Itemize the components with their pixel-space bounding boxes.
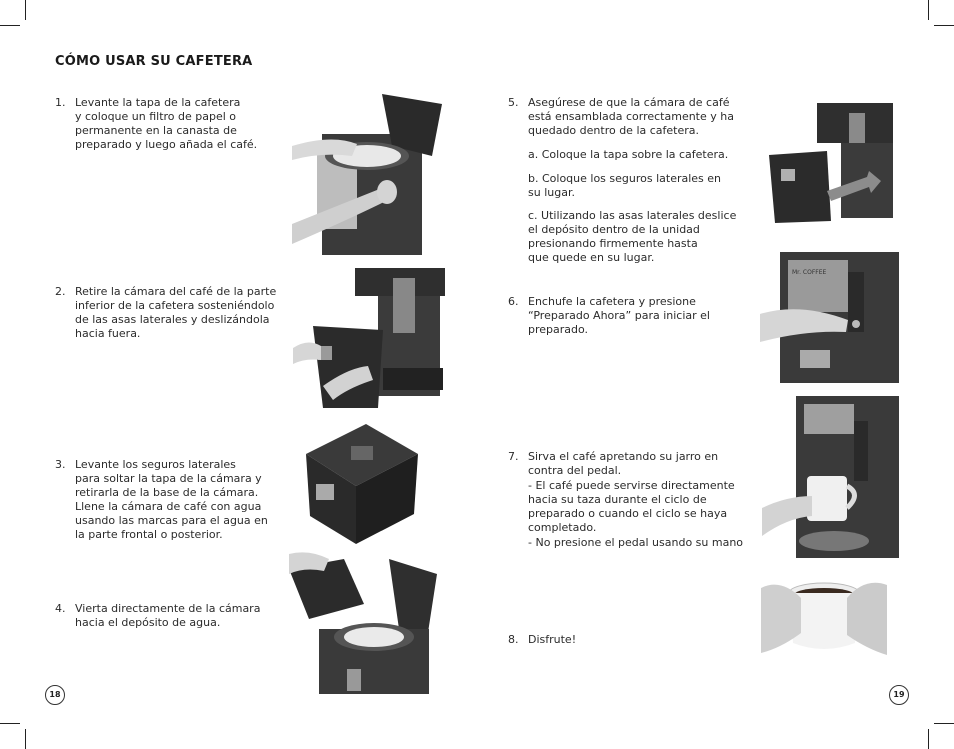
step-7-sub-1: - El café puede servirse directamente hacia su taza durante el ciclo de preparado o cuando el ciclo se haya completado.: [528, 479, 735, 534]
photo-step-7: [762, 396, 899, 558]
photo-step-5: [769, 103, 895, 228]
step-5-sub-a: a. Coloque la tapa sobre la cafetera.: [528, 148, 729, 161]
crop-mark: [0, 25, 20, 26]
step-number: 3.: [55, 458, 66, 471]
photo-step-3: [296, 424, 420, 544]
page-number-left: 18: [45, 685, 65, 705]
step-text: Disfrute!: [528, 633, 577, 646]
step-number: 1.: [55, 96, 66, 109]
step-number: 4.: [55, 602, 66, 615]
crop-mark: [934, 25, 954, 26]
photo-step-8: [761, 573, 887, 658]
page-number-right: 19: [889, 685, 909, 705]
page-title: CÓMO USAR SU CAFETERA: [55, 54, 253, 69]
crop-mark: [25, 0, 26, 20]
step-text: Levante los seguros laterales para soltar la tapa de la cámara y retirarla de la base de la cámara. Llene la cámara de café con agua usando las marcas para el agua en la parte frontal o posterior.: [75, 458, 268, 541]
crop-mark: [25, 729, 26, 749]
crop-mark: [928, 729, 929, 749]
crop-mark: [0, 723, 20, 724]
crop-mark: [934, 723, 954, 724]
step-text: Enchufe la cafetera y presione “Preparado Ahora” para iniciar el preparado.: [528, 295, 710, 336]
step-text: Asegúrese de que la cámara de café está ensamblada correctamente y ha quedado dentro de la cafetera.: [528, 96, 734, 137]
brand-label: Mr. COFFEE: [792, 269, 827, 276]
step-text: Vierta directamente de la cámara hacia el depósito de agua.: [75, 602, 261, 629]
step-text: Retire la cámara del café de la parte inferior de la cafetera sosteniéndolo de las asas laterales y deslizándola hacia fuera.: [75, 285, 277, 340]
step-number: 7.: [508, 450, 519, 463]
crop-mark: [928, 0, 929, 20]
step-number: 8.: [508, 633, 519, 646]
step-5-sub-b: b. Coloque los seguros laterales en su lugar.: [528, 172, 722, 199]
photo-step-6: [760, 252, 899, 383]
photo-step-1: [292, 94, 446, 255]
photo-step-2: [293, 268, 446, 415]
step-number: 6.: [508, 295, 519, 308]
step-5-sub-c: c. Utilizando las asas laterales deslice el depósito dentro de la unidad presionando firmemente hasta que quede en su lugar.: [528, 209, 737, 264]
step-7-sub-2: - No presione el pedal usando su mano: [528, 536, 744, 549]
step-number: 5.: [508, 96, 519, 109]
step-text: Sirva el café apretando su jarro en contra del pedal.: [528, 450, 719, 477]
step-number: 2.: [55, 285, 66, 298]
photo-step-4: [289, 549, 439, 694]
step-text: Levante la tapa de la cafetera y coloque un filtro de papel o permanente en la canasta de preparado y luego añada el café.: [75, 96, 258, 151]
